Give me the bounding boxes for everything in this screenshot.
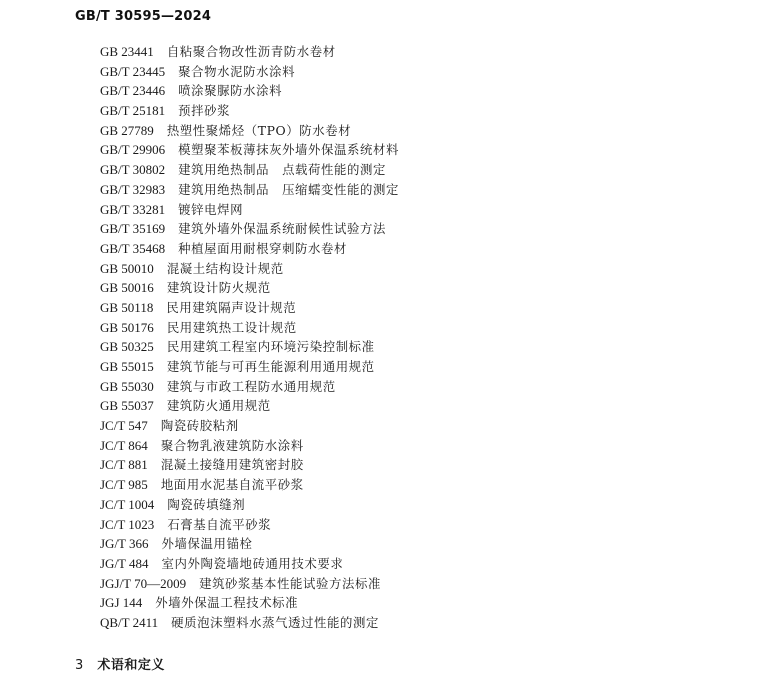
reference-item <box>100 396 399 416</box>
reference-title: 建筑与市政工程防水通用规范 <box>166 378 336 394</box>
reference-item <box>100 613 399 633</box>
reference-title: 石膏基自流平砂浆 <box>167 516 272 532</box>
reference-code: GB 50010 <box>100 260 154 276</box>
reference-title: 种植屋面用耐根穿刺防水卷材 <box>178 240 348 256</box>
reference-item <box>100 298 399 318</box>
section-heading <box>75 654 165 673</box>
reference-title: 镀锌电焊网 <box>178 201 244 217</box>
reference-item <box>100 180 399 200</box>
reference-item <box>100 455 399 475</box>
reference-item <box>100 81 399 101</box>
reference-item <box>100 593 399 613</box>
reference-item <box>100 554 399 574</box>
reference-code: GB/T 23446 <box>100 83 166 99</box>
reference-code: GB/T 25181 <box>100 103 166 119</box>
section-number: 3 <box>75 658 84 673</box>
reference-item <box>100 219 399 239</box>
reference-item <box>100 259 399 279</box>
normative-references-list <box>100 42 399 633</box>
reference-code: JC/T 881 <box>100 457 148 473</box>
reference-title: 地面用水泥基自流平砂浆 <box>160 477 304 493</box>
reference-item <box>100 416 399 436</box>
reference-item <box>100 534 399 554</box>
reference-item <box>100 574 399 594</box>
reference-code: JC/T 1004 <box>100 496 155 512</box>
reference-title: 硬质泡沫塑料水蒸气透过性能的测定 <box>171 614 380 630</box>
reference-title: 模塑聚苯板薄抹灰外墙外保温系统材料 <box>178 142 399 158</box>
reference-item <box>100 121 399 141</box>
reference-title: 陶瓷砖胶粘剂 <box>160 418 239 434</box>
reference-title: 民用建筑隔声设计规范 <box>166 299 297 315</box>
reference-code: GB/T 30802 <box>100 162 166 178</box>
reference-code: JC/T 985 <box>100 477 148 493</box>
reference-code: GB 55030 <box>100 378 154 394</box>
reference-title: 建筑防火通用规范 <box>166 398 271 414</box>
reference-item <box>100 42 399 62</box>
reference-item <box>100 357 399 377</box>
reference-code: GB/T 33281 <box>100 201 166 217</box>
reference-title: 聚合物乳液建筑防水涂料 <box>160 437 304 453</box>
reference-item <box>100 377 399 397</box>
reference-item <box>100 436 399 456</box>
reference-code: GB/T 32983 <box>100 181 166 197</box>
reference-code: GB 50176 <box>100 319 154 335</box>
reference-code: GB 50118 <box>100 299 154 315</box>
reference-item <box>100 337 399 357</box>
reference-item <box>100 160 399 180</box>
reference-item <box>100 101 399 121</box>
reference-title: 外墙外保温工程技术标准 <box>155 595 299 611</box>
reference-item <box>100 140 399 160</box>
reference-title: 建筑砂浆基本性能试验方法标准 <box>199 575 381 591</box>
reference-code: JC/T 547 <box>100 418 148 434</box>
reference-item <box>100 62 399 82</box>
reference-code: GB 27789 <box>100 122 154 138</box>
page-header-standard-number: GB/T 30595—2024 <box>75 9 212 24</box>
reference-code: GB 50325 <box>100 339 154 355</box>
reference-title: 热塑性聚烯烃（TPO）防水卷材 <box>166 122 352 138</box>
reference-item <box>100 495 399 515</box>
reference-title: 建筑用绝热制品 压缩蠕变性能的测定 <box>178 181 399 197</box>
reference-code: QB/T 2411 <box>100 614 159 630</box>
reference-title: 外墙保温用锚栓 <box>161 536 253 552</box>
reference-title: 建筑用绝热制品 点载荷性能的测定 <box>178 162 386 178</box>
reference-code: JG/T 366 <box>100 536 149 552</box>
reference-title: 陶瓷砖填缝剂 <box>167 496 246 512</box>
section-title: 术语和定义 <box>97 658 165 673</box>
reference-code: JC/T 864 <box>100 437 148 453</box>
reference-title: 聚合物水泥防水涂料 <box>178 63 296 79</box>
reference-item <box>100 200 399 220</box>
reference-title: 民用建筑工程室内环境污染控制标准 <box>166 339 375 355</box>
reference-code: GB/T 35468 <box>100 240 166 256</box>
reference-code: GB/T 29906 <box>100 142 166 158</box>
reference-title: 喷涂聚脲防水涂料 <box>178 83 283 99</box>
reference-title: 建筑节能与可再生能源利用通用规范 <box>166 359 375 374</box>
reference-item <box>100 239 399 259</box>
reference-code: GB/T 23445 <box>100 63 166 79</box>
reference-title: 混凝土接缝用建筑密封胶 <box>160 457 304 473</box>
reference-code: GB 23441 <box>100 44 154 59</box>
reference-item <box>100 515 399 535</box>
reference-title: 预拌砂浆 <box>178 103 231 119</box>
reference-title: 混凝土结构设计规范 <box>166 260 284 276</box>
reference-code: GB 55037 <box>100 398 154 414</box>
reference-title: 自粘聚合物改性沥青防水卷材 <box>166 44 336 59</box>
reference-item <box>100 318 399 338</box>
reference-item <box>100 475 399 495</box>
reference-title: 室内外陶瓷墙地砖通用技术要求 <box>161 555 344 571</box>
reference-code: JGJ 144 <box>100 595 143 611</box>
reference-item <box>100 278 399 298</box>
reference-code: GB/T 35169 <box>100 221 166 237</box>
reference-code: GB 55015 <box>100 359 154 374</box>
reference-code: JG/T 484 <box>100 555 149 571</box>
reference-title: 建筑设计防火规范 <box>166 280 271 296</box>
reference-title: 民用建筑热工设计规范 <box>166 319 297 335</box>
reference-title: 建筑外墙外保温系统耐候性试验方法 <box>178 221 386 237</box>
reference-code: JGJ/T 70—2009 <box>100 575 187 591</box>
reference-code: JC/T 1023 <box>100 516 155 532</box>
reference-code: GB 50016 <box>100 280 154 296</box>
